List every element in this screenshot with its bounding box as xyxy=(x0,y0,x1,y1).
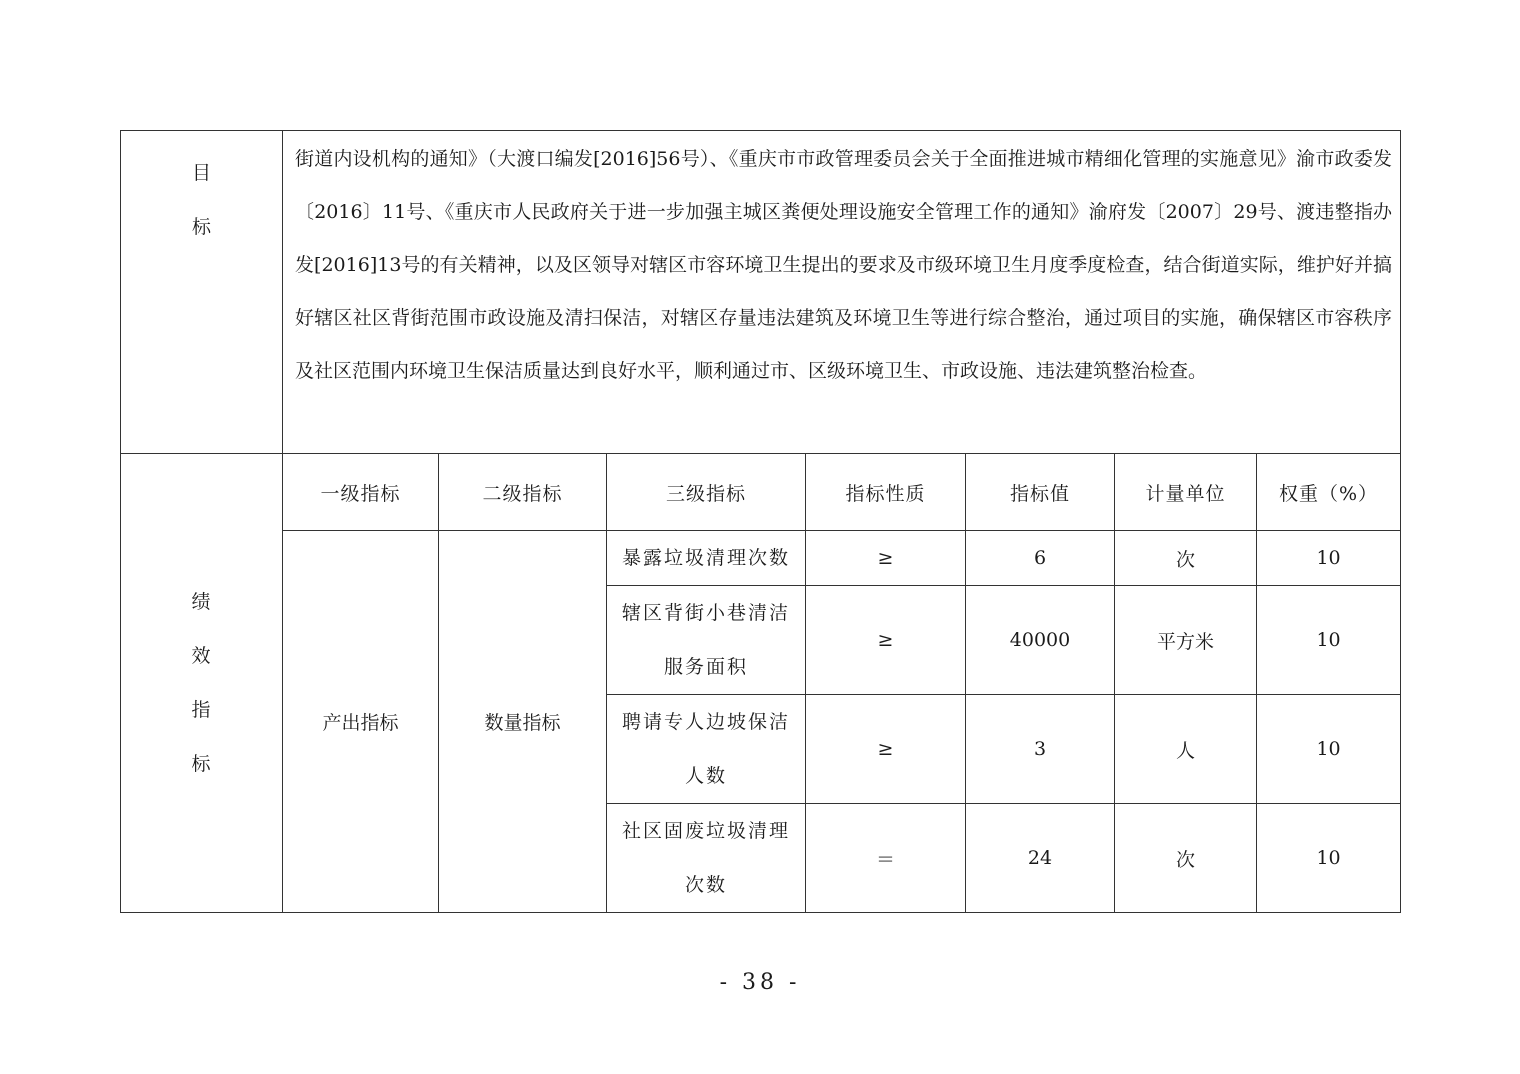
level2-indicator: 数量指标 xyxy=(439,531,607,913)
indicator-unit: 人 xyxy=(1115,695,1257,804)
page-number: - 38 - xyxy=(719,970,801,995)
indicator-unit: 次 xyxy=(1115,804,1257,913)
indicator-unit: 次 xyxy=(1115,531,1257,586)
indicator-nature: ≥ xyxy=(806,695,966,804)
level3-indicator: 聘请专人边坡保洁人数 xyxy=(607,695,806,804)
column-header: 二级指标 xyxy=(439,454,607,531)
goal-label-char: 目 xyxy=(191,162,211,184)
table-row xyxy=(121,531,1401,586)
indicator-weight: 10 xyxy=(1257,531,1401,586)
performance-label-char: 绩 xyxy=(191,591,212,613)
column-header: 权重（%） xyxy=(1257,454,1401,531)
level1-indicator: 产出指标 xyxy=(283,531,439,913)
goal-label xyxy=(121,131,283,454)
level3-indicator: 辖区背街小巷清洁服务面积 xyxy=(607,586,806,695)
column-header: 计量单位 xyxy=(1115,454,1257,531)
performance-label xyxy=(121,454,283,913)
indicator-value: 40000 xyxy=(966,586,1115,695)
column-header: 一级指标 xyxy=(283,454,439,531)
performance-label-char: 效 xyxy=(191,645,212,667)
column-header: 指标性质 xyxy=(806,454,966,531)
performance-label-char: 指 xyxy=(191,699,212,721)
indicator-weight: 10 xyxy=(1257,586,1401,695)
level3-indicator: 暴露垃圾清理次数 xyxy=(607,531,806,586)
level3-indicator: 社区固废垃圾清理次数 xyxy=(607,804,806,913)
indicator-value: 24 xyxy=(966,804,1115,913)
header-row xyxy=(121,454,1401,531)
indicator-weight: 10 xyxy=(1257,695,1401,804)
indicator-unit: 平方米 xyxy=(1115,586,1257,695)
indicator-value: 6 xyxy=(966,531,1115,586)
indicator-nature: ≥ xyxy=(806,586,966,695)
indicator-nature: ≥ xyxy=(806,531,966,586)
goal-text: 街道内设机构的通知》（大渡口编发[2016]56号）、《重庆市市政管理委员会关于全面推进城市精细化管理的实施意见》渝市政委发〔2016〕11号、《重庆市人民政府关于进一步加强主城区粪便处理设施安全管理工作的通知》渝府发〔2007〕29号、渡违整指办发[2016]13号的有关精神，以及区领导对辖区市容环境卫生提出的要求及市级环境卫生月度季度检查，结合街道实际，维护好并搞好辖区社区背街范围市政设施及清扫保洁，对辖区存量违法建筑及环境卫生等进行综合整治，通过项目的实施，确保辖区市容秩序及社区范围内环境卫生保洁质量达到良好水平，顺利通过市、区级环境卫生、市政设施、违法建筑整治检查。 xyxy=(283,131,1401,454)
goal-row xyxy=(121,131,1401,454)
performance-label-char: 标 xyxy=(191,753,212,775)
indicator-weight: 10 xyxy=(1257,804,1401,913)
goal-label-char: 标 xyxy=(191,216,211,238)
column-header: 三级指标 xyxy=(607,454,806,531)
indicator-value: 3 xyxy=(966,695,1115,804)
indicator-nature: ＝ xyxy=(806,804,966,913)
column-header: 指标值 xyxy=(966,454,1115,531)
performance-table xyxy=(120,130,1401,913)
